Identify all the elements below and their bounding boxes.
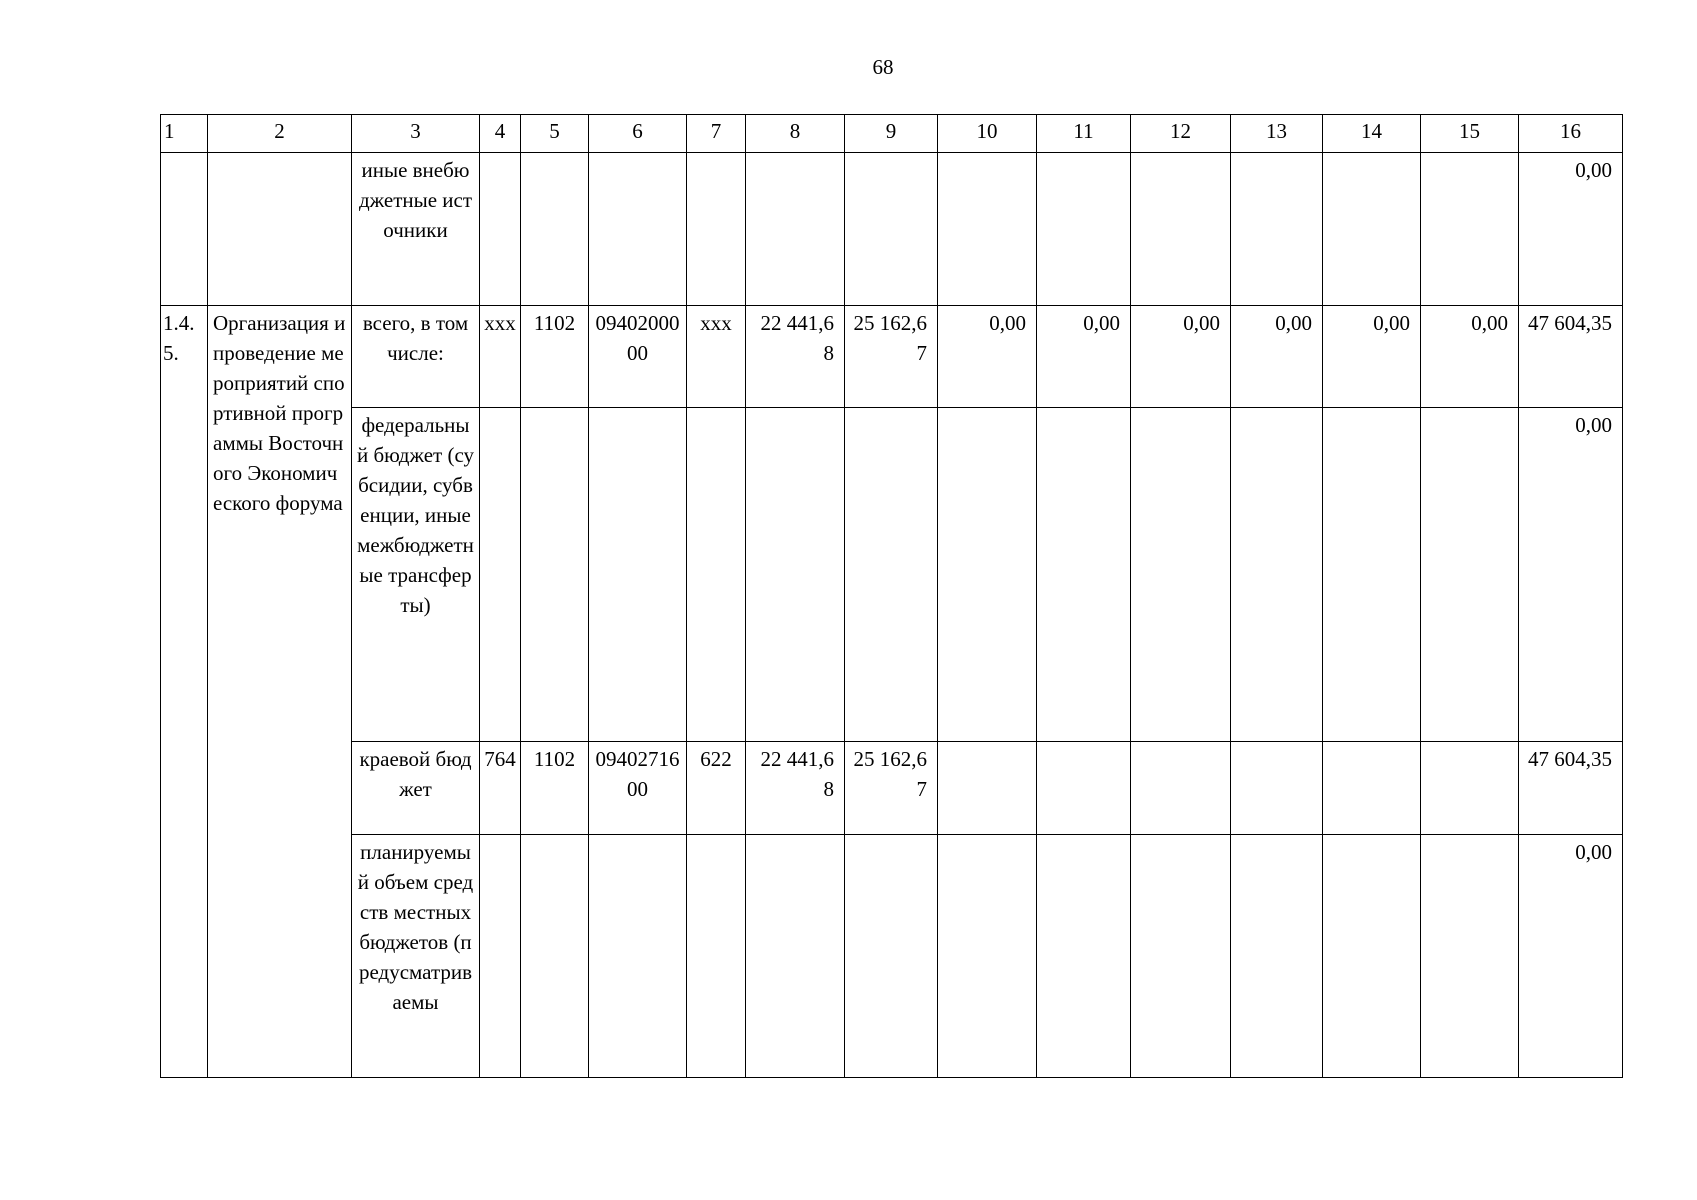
table-cell bbox=[938, 408, 1037, 742]
header-cell: 16 bbox=[1519, 115, 1623, 153]
table-cell: 0,00 bbox=[1231, 306, 1323, 408]
table-cell bbox=[521, 835, 589, 1078]
total-cell: 0,00 bbox=[1519, 408, 1623, 742]
table-cell bbox=[1421, 153, 1519, 306]
table-cell bbox=[521, 153, 589, 306]
item-name-cell: Организация и проведение мероприятий спортивной программы Восточного Экономического форума bbox=[208, 306, 352, 1078]
table-cell bbox=[1421, 408, 1519, 742]
table-cell: 25 162,67 bbox=[845, 306, 938, 408]
funding-source-cell: краевой бюджет bbox=[352, 742, 480, 835]
header-cell: 11 bbox=[1037, 115, 1131, 153]
table-cell bbox=[1131, 153, 1231, 306]
table-cell: 0,00 bbox=[1037, 306, 1131, 408]
total-cell: 0,00 bbox=[1519, 153, 1623, 306]
total-cell: 0,00 bbox=[1519, 835, 1623, 1078]
page-number: 68 bbox=[872, 55, 894, 79]
table-cell bbox=[1421, 835, 1519, 1078]
total-cell: 47 604,35 bbox=[1519, 306, 1623, 408]
table-cell bbox=[938, 153, 1037, 306]
table-row-regional bbox=[161, 742, 1623, 835]
budget-table bbox=[160, 114, 1623, 1078]
table-cell bbox=[1231, 408, 1323, 742]
table-cell: 25 162,67 bbox=[845, 742, 938, 835]
table-cell bbox=[480, 835, 521, 1078]
table-cell: 0,00 bbox=[1323, 306, 1421, 408]
table-cell bbox=[589, 835, 687, 1078]
table-cell: ххх bbox=[480, 306, 521, 408]
table-row-federal bbox=[161, 408, 1623, 742]
table-cell bbox=[161, 153, 208, 306]
table-cell bbox=[687, 835, 746, 1078]
item-number-cell: 1.4.5. bbox=[161, 306, 208, 1078]
table-cell: 22 441,68 bbox=[746, 742, 845, 835]
header-cell: 9 bbox=[845, 115, 938, 153]
funding-source-cell: всего, в том числе: bbox=[352, 306, 480, 408]
header-cell: 14 bbox=[1323, 115, 1421, 153]
table-cell: 764 bbox=[480, 742, 521, 835]
header-cell: 6 bbox=[589, 115, 687, 153]
header-cell: 3 bbox=[352, 115, 480, 153]
table-cell bbox=[1037, 408, 1131, 742]
table-cell bbox=[1131, 835, 1231, 1078]
header-cell: 15 bbox=[1421, 115, 1519, 153]
table-cell bbox=[589, 408, 687, 742]
table-cell bbox=[1231, 153, 1323, 306]
table-cell bbox=[1323, 742, 1421, 835]
table-cell bbox=[208, 153, 352, 306]
header-cell: 10 bbox=[938, 115, 1037, 153]
table-cell bbox=[687, 153, 746, 306]
table-cell bbox=[1231, 835, 1323, 1078]
header-cell: 1 bbox=[161, 115, 208, 153]
table-cell: 0,00 bbox=[1421, 306, 1519, 408]
table-cell bbox=[1037, 742, 1131, 835]
header-cell: 5 bbox=[521, 115, 589, 153]
header-cell: 13 bbox=[1231, 115, 1323, 153]
header-cell: 12 bbox=[1131, 115, 1231, 153]
table-cell bbox=[746, 153, 845, 306]
table-cell: 0940271600 bbox=[589, 742, 687, 835]
table-cell bbox=[1421, 742, 1519, 835]
table-cell bbox=[1323, 408, 1421, 742]
table-cell bbox=[938, 835, 1037, 1078]
table-cell bbox=[1037, 835, 1131, 1078]
funding-source-cell: иные внебюджетные источники bbox=[352, 153, 480, 306]
table-cell bbox=[845, 153, 938, 306]
total-cell: 47 604,35 bbox=[1519, 742, 1623, 835]
table-cell bbox=[480, 153, 521, 306]
header-cell: 4 bbox=[480, 115, 521, 153]
table-cell bbox=[746, 835, 845, 1078]
table-row-local bbox=[161, 835, 1623, 1078]
header-cell: 7 bbox=[687, 115, 746, 153]
table-cell bbox=[746, 408, 845, 742]
table-cell bbox=[1037, 153, 1131, 306]
table-row-other-sources bbox=[161, 153, 1623, 306]
table-cell: 622 bbox=[687, 742, 746, 835]
table-cell bbox=[845, 408, 938, 742]
table-cell bbox=[1131, 408, 1231, 742]
table-cell bbox=[687, 408, 746, 742]
table-cell: 22 441,68 bbox=[746, 306, 845, 408]
funding-source-cell: федеральный бюджет (субсидии, субвенции, иные межбюджетные трансферты) bbox=[352, 408, 480, 742]
table-row-total bbox=[161, 306, 1623, 408]
table-cell: 0,00 bbox=[1131, 306, 1231, 408]
table-cell: ххх bbox=[687, 306, 746, 408]
table-cell bbox=[1131, 742, 1231, 835]
header-row bbox=[161, 115, 1623, 153]
table-cell: 1102 bbox=[521, 306, 589, 408]
table-cell bbox=[938, 742, 1037, 835]
funding-source-cell: планируемый объем средств местных бюджетов (предусматриваемы bbox=[352, 835, 480, 1078]
table-cell: 1102 bbox=[521, 742, 589, 835]
table-cell bbox=[1323, 153, 1421, 306]
table-cell bbox=[1323, 835, 1421, 1078]
header-cell: 8 bbox=[746, 115, 845, 153]
table-cell bbox=[589, 153, 687, 306]
table-cell: 0940200000 bbox=[589, 306, 687, 408]
table-cell bbox=[521, 408, 589, 742]
table-cell bbox=[480, 408, 521, 742]
table-cell: 0,00 bbox=[938, 306, 1037, 408]
table-cell bbox=[845, 835, 938, 1078]
table-cell bbox=[1231, 742, 1323, 835]
header-cell: 2 bbox=[208, 115, 352, 153]
